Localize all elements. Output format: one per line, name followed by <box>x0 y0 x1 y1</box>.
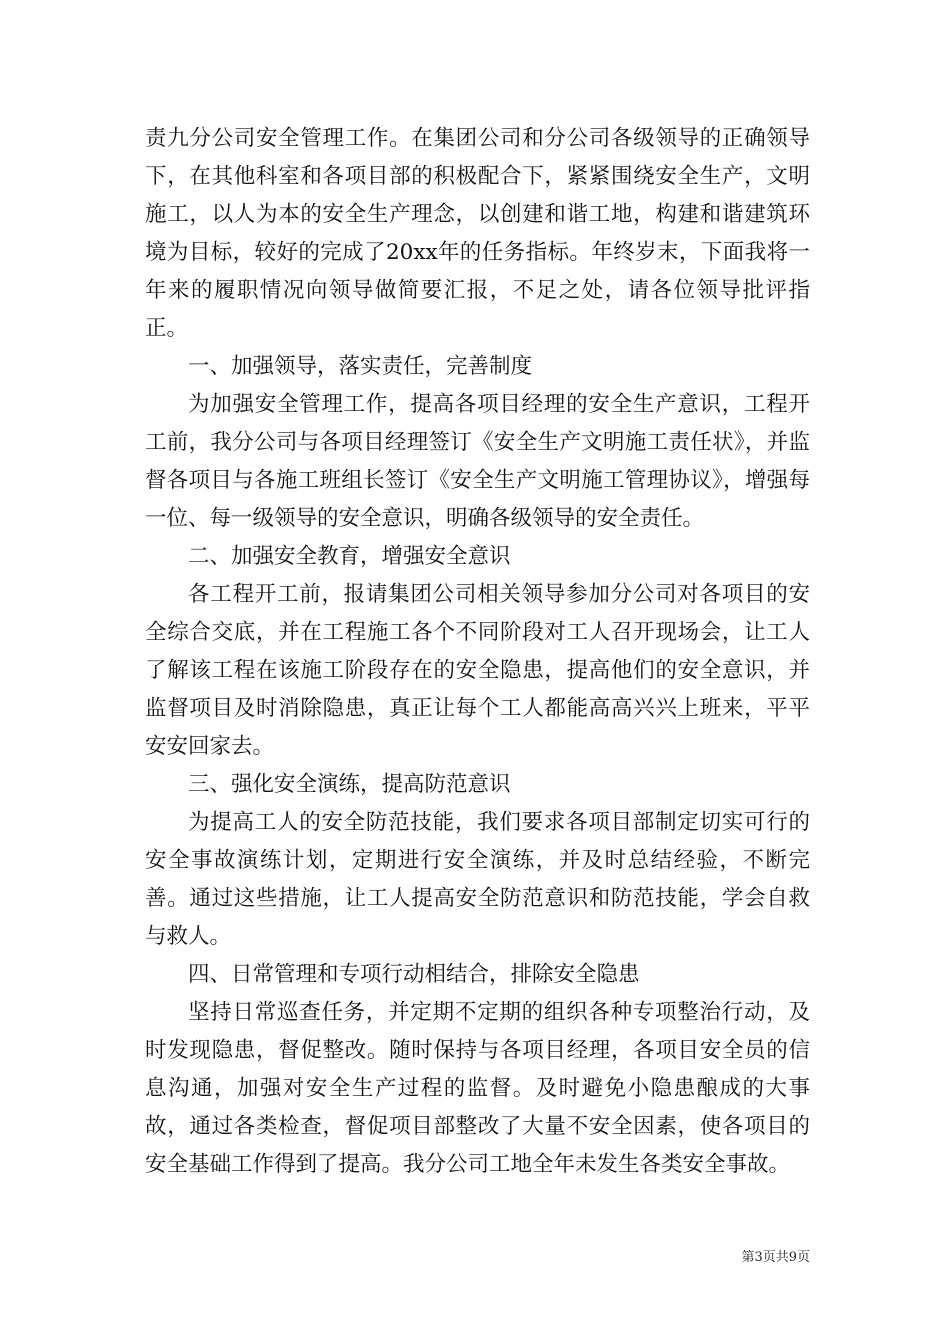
section-heading-3: 三、强化安全演练，提高防范意识 <box>188 772 511 797</box>
paragraph-section-1: 为加强安全管理工作，提高各项目经理的安全生产意识，工程开工前，我分公司与各项目经理签订《安全生产文明施工责任状》，并监督各项目与各施工班组长签订《安全生产文明施工管理协议》，增强每一位、每一级领导的安全意识，明确各级领导的安全责任。 <box>145 392 810 531</box>
section-heading-1: 一、加强领导，落实责任，完善制度 <box>188 354 533 379</box>
section-heading-4: 四、日常管理和专项行动相结合，排除安全隐患 <box>188 962 640 987</box>
page-number: 第3页共9页 <box>741 1250 810 1265</box>
paragraph-section-4: 坚持日常巡查任务，并定期不定期的组织各种专项整治行动，及时发现隐患，督促整改。随时保持与各项目经理，各项目安全员的信息沟通，加强对安全生产过程的监督。及时避免小隐患酿成的大事故，通过各类检查，督促项目部整改了大量不安全因素，使各项目的安全基础工作得到了提高。我分公司工地全年未发生各类安全事故。 <box>145 1000 810 1177</box>
section-heading-2: 二、加强安全教育，增强安全意识 <box>188 544 511 569</box>
paragraph-section-2: 各工程开工前，报请集团公司相关领导参加分公司对各项目的安全综合交底，并在工程施工各个不同阶段对工人召开现场会，让工人了解该工程在该施工阶段存在的安全隐患，提高他们的安全意识，并监督项目及时消除隐患，真正让每个工人都能高高兴兴上班来，平平安安回家去。 <box>145 582 810 759</box>
paragraph-intro: 责九分公司安全管理工作。在集团公司和分公司各级领导的正确领导下，在其他科室和各项目部的积极配合下，紧紧围绕安全生产，文明施工，以人为本的安全生产理念，以创建和谐工地，构建和谐建筑环境为目标，较好的完成了20xx年的任务指标。年终岁末，下面我将一年来的履职情况向领导做简要汇报，不足之处，请各位领导批评指正。 <box>145 126 810 341</box>
document-body <box>145 120 810 1184</box>
paragraph-section-3: 为提高工人的安全防范技能，我们要求各项目部制定切实可行的安全事故演练计划，定期进行安全演练，并及时总结经验，不断完善。通过这些措施，让工人提高安全防范意识和防范技能，学会自救与救人。 <box>145 810 810 949</box>
